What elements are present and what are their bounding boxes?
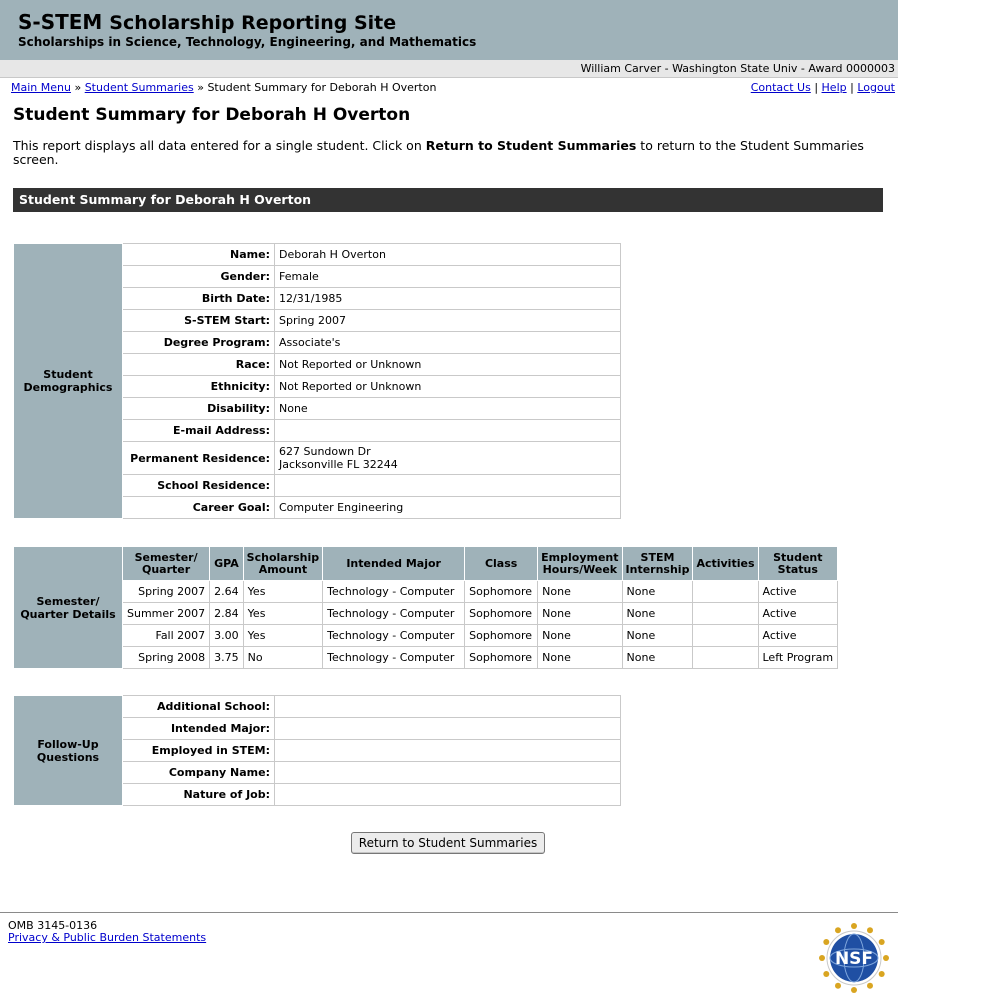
field-label: S-STEM Start: bbox=[123, 310, 275, 332]
semester-details-table bbox=[13, 546, 838, 669]
column-header: Semester/ Quarter bbox=[123, 547, 210, 581]
field-label: Intended Major: bbox=[123, 718, 275, 740]
logout-link[interactable]: Logout bbox=[857, 81, 895, 94]
top-links: Contact Us | Help | Logout bbox=[750, 81, 895, 94]
field-value bbox=[275, 718, 621, 740]
footer-divider bbox=[0, 912, 898, 913]
page-title: Student Summary for Deborah H Overton bbox=[13, 105, 411, 125]
field-label: Career Goal: bbox=[123, 497, 275, 519]
field-value: None bbox=[275, 398, 621, 420]
column-header: Employment Hours/Week bbox=[538, 547, 622, 581]
field-value bbox=[275, 475, 621, 497]
terms-group-label: Semester/ Quarter Details bbox=[14, 547, 123, 669]
column-header: GPA bbox=[210, 547, 244, 581]
field-label: Nature of Job: bbox=[123, 784, 275, 806]
nsf-logo bbox=[818, 922, 890, 994]
site-subtitle: Scholarships in Science, Technology, Engineering, and Mathematics bbox=[18, 35, 477, 49]
table-row: Fall 2007 3.00 Yes Technology - Computer Sophomore None None Active bbox=[14, 625, 838, 647]
field-value: Not Reported or Unknown bbox=[275, 376, 621, 398]
field-label: Employed in STEM: bbox=[123, 740, 275, 762]
breadcrumb-current: Student Summary for Deborah H Overton bbox=[207, 81, 437, 94]
field-value: Computer Engineering bbox=[275, 497, 621, 519]
field-value: Not Reported or Unknown bbox=[275, 354, 621, 376]
demographics-table bbox=[13, 243, 621, 519]
field-value bbox=[275, 762, 621, 784]
table-row: Spring 2007 2.64 Yes Technology - Computer Sophomore None None Active bbox=[14, 581, 838, 603]
field-label: Birth Date: bbox=[123, 288, 275, 310]
table-row: Spring 2008 3.75 No Technology - Computer Sophomore None None Left Program bbox=[14, 647, 838, 669]
field-value: Female bbox=[275, 266, 621, 288]
field-label: Degree Program: bbox=[123, 332, 275, 354]
return-to-summaries-button[interactable]: Return to Student Summaries bbox=[351, 832, 545, 854]
column-header: Intended Major bbox=[323, 547, 465, 581]
field-value: 12/31/1985 bbox=[275, 288, 621, 310]
field-label: Name: bbox=[123, 244, 275, 266]
column-header: Student Status bbox=[758, 547, 838, 581]
field-label: Disability: bbox=[123, 398, 275, 420]
demographics-group-label: Student Demographics bbox=[14, 244, 123, 519]
field-label: Permanent Residence: bbox=[123, 442, 275, 475]
column-header: Scholarship Amount bbox=[243, 547, 322, 581]
site-title: S-STEM Scholarship Reporting Site bbox=[18, 10, 397, 34]
field-label: School Residence: bbox=[123, 475, 275, 497]
help-link[interactable]: Help bbox=[821, 81, 847, 94]
field-label: E-mail Address: bbox=[123, 420, 275, 442]
privacy-link[interactable]: Privacy & Public Burden Statements bbox=[8, 931, 207, 944]
user-info: William Carver - Washington State Univ - Award 0000003 bbox=[580, 62, 895, 75]
user-info-bar bbox=[0, 60, 898, 78]
breadcrumb: Main Menu » Student Summaries » Student Summary for Deborah H Overton bbox=[11, 81, 437, 94]
followup-group-label: Follow-Up Questions bbox=[14, 696, 123, 806]
field-value: Associate's bbox=[275, 332, 621, 354]
field-label: Company Name: bbox=[123, 762, 275, 784]
field-value bbox=[275, 784, 621, 806]
site-header bbox=[0, 0, 898, 60]
breadcrumb-student-summaries[interactable]: Student Summaries bbox=[84, 81, 194, 94]
omb-number: OMB 3145-0136 bbox=[8, 919, 98, 932]
column-header: Class bbox=[465, 547, 538, 581]
intro-text: This report displays all data entered for a single student. Click on Return to Student Summaries to return to the Student Summaries screen. bbox=[13, 138, 864, 167]
column-header: Activities bbox=[693, 547, 758, 581]
field-value: 627 Sundown Dr Jacksonville FL 32244 bbox=[275, 442, 621, 475]
field-value: Spring 2007 bbox=[275, 310, 621, 332]
table-row: Summer 2007 2.84 Yes Technology - Computer Sophomore None None Active bbox=[14, 603, 838, 625]
section-title-bar: Student Summary for Deborah H Overton bbox=[13, 188, 883, 212]
field-label: Ethnicity: bbox=[123, 376, 275, 398]
field-value bbox=[275, 420, 621, 442]
followup-table bbox=[13, 695, 621, 806]
contact-us-link[interactable]: Contact Us bbox=[750, 81, 811, 94]
field-label: Gender: bbox=[123, 266, 275, 288]
breadcrumb-main-menu[interactable]: Main Menu bbox=[11, 81, 71, 94]
field-label: Additional School: bbox=[123, 696, 275, 718]
field-value: Deborah H Overton bbox=[275, 244, 621, 266]
svg-text:NSF: NSF bbox=[834, 949, 874, 969]
field-value bbox=[275, 696, 621, 718]
field-label: Race: bbox=[123, 354, 275, 376]
column-header: STEM Internship bbox=[622, 547, 693, 581]
field-value bbox=[275, 740, 621, 762]
